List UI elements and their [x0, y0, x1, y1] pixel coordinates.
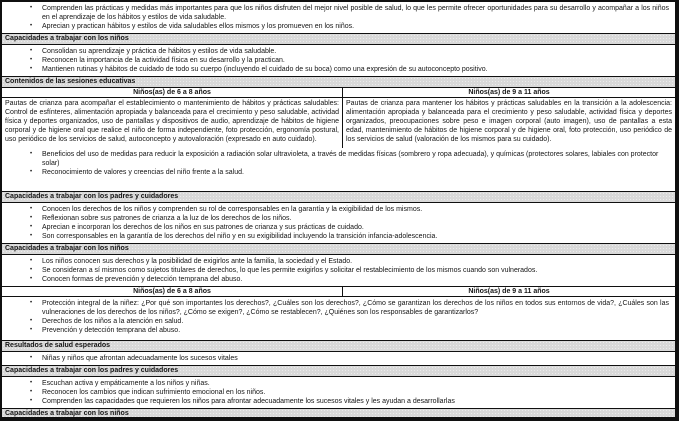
bullet-item — [2, 214, 669, 223]
bullet-text: Prevención y detección temprana del abuso. — [42, 327, 181, 334]
bullet-dot-icon: • — [30, 23, 33, 29]
bullet-dot-icon: • — [30, 151, 33, 157]
age-column-headers — [2, 286, 675, 297]
bullet-item — [2, 397, 669, 406]
bullet-text: Protección integral de la niñez: ¿Por qué son importantes los derechos?, ¿Cuáles son los derechos?, ¿Cómo se garantizan los derechos de los niños en todos sus entornos de vida?, ¿Cuáles son las vulneraciones de los derechos de los niños?, ¿Cómo se exigen?, ¿Cómo se restablecen?, ¿Quiénes son los responsables de garantizarlos? — [42, 300, 669, 316]
bullet-dot-icon: • — [30, 48, 33, 54]
bullet-item — [2, 317, 669, 326]
section-header-label: Capacidades a trabajar con los padres y cuidadores — [5, 367, 179, 374]
section-header-label: Contenidos de las sesiones educativas — [5, 78, 136, 85]
section-header-label: Resultados de salud esperados — [5, 342, 111, 349]
age-columns-content — [2, 98, 675, 148]
bullet-dot-icon: • — [30, 5, 33, 11]
age-column-header-left: Niños(as) de 6 a 8 años — [2, 88, 343, 97]
bullet-dot-icon: • — [30, 318, 33, 324]
bullet-dot-icon: • — [30, 355, 33, 361]
section-header-bar — [2, 191, 675, 203]
bullet-text: Son corresponsables en la garantía de los derechos del niño y en su exigibilidad incluyendo la transición infancia-adolescencia. — [42, 233, 438, 240]
bullet-item — [2, 65, 669, 74]
bullet-text: Comprenden las capacidades que requieren los niños para afrontar adecuadamente los sucesos vitales y les ayudan a desarrollarlas — [42, 398, 455, 405]
bullet-item — [2, 266, 669, 275]
bullet-item — [2, 223, 669, 232]
bullet-text: Conocen formas de prevención y detección temprana del abuso. — [42, 276, 243, 283]
bullet-text: Derechos de los niños a la atención en salud. — [42, 318, 184, 325]
bullet-list — [2, 297, 675, 340]
section-header-bar — [2, 365, 675, 377]
bullet-text: Comprenden las prácticas y medidas más importantes para que los niños disfruten del mejor nivel posible de salud, lo que les permite ofrecer oportunidades para su desarrollo y acompañar a los niños en el aprendizaje de los hábitos y estilos de vida saludable. — [42, 5, 669, 21]
bullet-item — [2, 205, 669, 214]
bullet-dot-icon: • — [30, 276, 33, 282]
section-header-label: Capacidades a trabajar con los niños — [5, 245, 129, 252]
age-column-header-right: Niños(as) de 9 a 11 años — [468, 89, 550, 96]
bullet-dot-icon: • — [30, 389, 33, 395]
bullet-item — [2, 150, 669, 168]
bullet-text: Aprecian y practican hábitos y estilos de vida saludables ellos mismos y los promueven en los niños. — [42, 23, 355, 30]
section-header-bar — [2, 33, 675, 45]
bullet-text: Aprecian e incorporan los derechos de los niños en sus patrones de crianza y sus prácticas de cuidado. — [42, 224, 364, 231]
section-header-bar — [2, 243, 675, 255]
section-header-bar — [2, 76, 675, 88]
section-header-label: Capacidades a trabajar con los niños — [5, 410, 129, 417]
section-header-bar — [2, 340, 675, 352]
bullet-dot-icon: • — [30, 224, 33, 230]
bullet-list — [2, 255, 675, 286]
bullet-item — [2, 379, 669, 388]
bullet-text: Los niños conocen sus derechos y la posibilidad de exigirlos ante la familia, la sociedad y el Estado. — [42, 258, 353, 265]
bullet-list — [2, 352, 675, 365]
bullet-item — [2, 354, 669, 363]
age-column-header-right: Niños(as) de 9 a 11 años — [468, 288, 550, 295]
bullet-text: Reconocimiento de valores y creencias del niño frente a la salud. — [42, 169, 244, 176]
bullet-item — [2, 275, 669, 284]
bullet-item — [2, 56, 669, 65]
bullet-list — [2, 45, 675, 76]
bullet-dot-icon: • — [30, 57, 33, 63]
bullet-dot-icon: • — [30, 327, 33, 333]
bullet-text: Reconocen los cambios que indican sufrimiento emocional en los niños. — [42, 389, 266, 396]
bullet-text: Reconocen la importancia de la actividad física en su desarrollo y la practican. — [42, 57, 285, 64]
age-column-header-left: Niños(as) de 6 a 8 años — [2, 287, 343, 296]
bullet-text: Beneficios del uso de medidas para reducir la exposición a radiación solar ultravioleta, a través de medidas físicas (sombrero y ropa adecuada), y químicas (protectores solares, labiales con protector solar) — [42, 151, 659, 167]
bullet-list — [2, 2, 675, 33]
bullet-text: Conocen los derechos de los niños y comprenden su rol de corresponsables en la garantía y la exigibilidad de los mismos. — [42, 206, 423, 213]
bullet-text: Mantienen rutinas y hábitos de cuidado de todo su cuerpo (incluyendo el cuidado de su boca) como una expresión de su autoconcepto positivo. — [42, 66, 488, 73]
bullet-text: Reflexionan sobre sus patrones de crianza a la luz de los derechos de los niños. — [42, 215, 292, 222]
bullet-dot-icon: • — [30, 169, 33, 175]
bullet-item — [2, 47, 669, 56]
section-header-label: Capacidades a trabajar con los niños — [5, 35, 129, 42]
bullet-text: Consolidan su aprendizaje y práctica de hábitos y estilos de vida saludable. — [42, 48, 277, 55]
bullet-item — [2, 22, 669, 31]
content-cell-left: Pautas de crianza para acompañar el establecimiento o mantenimiento de hábitos y prácticas saludables: Control de esfínteres, alimentación apropiada y balanceada para el crecimiento y peso saludable, actividad física y deportes organizados, uso de pantallas y dispositivos de audio, aprendizaje de hábitos de higiene corporal y de higiene oral que realice el niño de forma independiente, foto protección, ergonomía postural, uso periódico de los servicios de salud, autoconcepto y autovaloración (expresado en auto cuidado). — [2, 98, 343, 148]
bullet-dot-icon: • — [30, 233, 33, 239]
bullet-dot-icon: • — [30, 66, 33, 72]
bullet-dot-icon: • — [30, 267, 33, 273]
bullet-item — [2, 232, 669, 241]
bullet-text: Escuchan activa y empáticamente a los niños y niñas. — [42, 380, 210, 387]
bullet-dot-icon: • — [30, 215, 33, 221]
bullet-list — [2, 148, 675, 191]
bullet-dot-icon: • — [30, 300, 33, 306]
bullet-item — [2, 299, 669, 317]
bullet-item — [2, 168, 669, 177]
section-header-label: Capacidades a trabajar con los padres y cuidadores — [5, 193, 179, 200]
bullet-item — [2, 257, 669, 266]
bullet-list — [2, 203, 675, 243]
bullet-item — [2, 326, 669, 335]
bullet-item — [2, 4, 669, 22]
bullet-dot-icon: • — [30, 398, 33, 404]
bullet-dot-icon: • — [30, 258, 33, 264]
bullet-text: Niñas y niños que afrontan adecuadamente los sucesos vitales — [42, 355, 238, 362]
bullet-item — [2, 388, 669, 397]
age-column-headers — [2, 88, 675, 98]
section-header-bar — [2, 408, 675, 420]
content-cell-right: Pautas de crianza para mantener los hábitos y prácticas saludables en la transición a la adolescencia: alimentación apropiada y balanceada para el crecimiento y peso saludable, actividad física y deportes organizados, preocupaciones sobre peso e imagen corporal (auto imagen), uso de pantallas a esta edad, mantenimiento de hábitos de higiene corporal y de higiene oral, foto protección, uso periódico de los servicios de salud (valoración de los mismos para su cuidado). — [346, 100, 672, 143]
bullet-text: Se consideran a sí mismos como sujetos titulares de derechos, lo que les permite exigirlos y solicitar el restablecimiento de los mismos cuando son vulnerados. — [42, 267, 538, 274]
bullet-dot-icon: • — [30, 380, 33, 386]
bullet-list — [2, 377, 675, 408]
bullet-dot-icon: • — [30, 206, 33, 212]
